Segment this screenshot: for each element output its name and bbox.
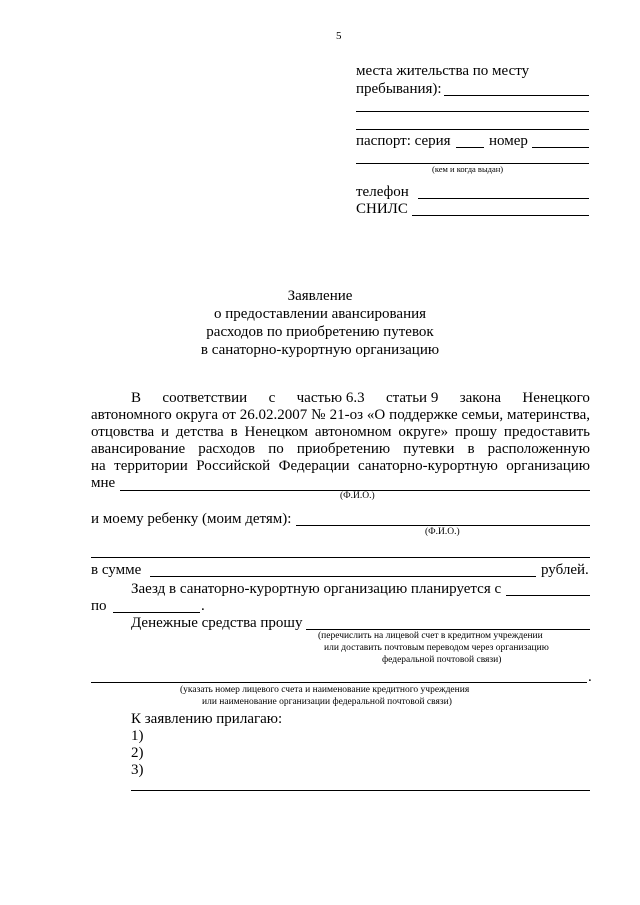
body-word: закона <box>459 390 502 406</box>
doc-title: Заявление <box>287 288 353 304</box>
until-label: по <box>91 598 107 614</box>
residence-label-line1: места жительства по месту <box>356 63 530 79</box>
attachments-label: К заявлению прилагаю: <box>131 711 283 727</box>
body-word: соответствии <box>162 390 248 406</box>
account-period: . <box>588 669 592 685</box>
residence-extra-line-2 <box>356 129 589 130</box>
money-label: Денежные средства прошу <box>131 615 303 631</box>
body-word: В <box>131 390 142 406</box>
passport-number-line <box>532 147 589 148</box>
fio-hint-child: (Ф.И.О.) <box>425 527 460 537</box>
phone-line <box>418 198 589 199</box>
account-hint-line2: или наименование организации федеральной почтовой связи) <box>202 697 452 707</box>
passport-number-label: номер <box>489 133 528 149</box>
body-paragraph-line2: автономного округа от 26.02.2007 № 21-оз «О поддержке семьи, материнства, <box>91 407 590 423</box>
residence-label-line2: пребывания): <box>356 81 442 97</box>
attachments-line <box>131 790 590 791</box>
until-date-line <box>113 612 200 613</box>
child-fio-line <box>296 525 590 526</box>
passport-issued-hint: (кем и когда выдан) <box>432 164 504 174</box>
residence-input-line <box>444 95 589 96</box>
account-line <box>91 682 587 683</box>
body-word: Ненецкого <box>522 390 590 406</box>
body-paragraph-line3: отцовства и детства в Ненецком автономном округе» прошу предоставить <box>91 424 590 440</box>
page-number: 5 <box>336 30 342 42</box>
residence-extra-line <box>356 111 589 112</box>
sum-label: в сумме <box>91 562 142 578</box>
account-hint-line1: (указать номер лицевого счета и наименование кредитного учреждения <box>180 685 470 695</box>
doc-subtitle-2: расходов по приобретению путевок <box>206 324 434 340</box>
to-me-label: мне <box>91 475 116 491</box>
body-word: статьи 9 <box>385 390 439 406</box>
child-label: и моему ребенку (моим детям): <box>91 511 292 527</box>
body-paragraph-line5: на территории Российской Федерации санаторно-курортную организацию <box>91 458 590 474</box>
money-hint-line2: или доставить почтовым переводом через организацию <box>324 643 549 653</box>
doc-subtitle-3: в санаторно-курортную организацию <box>200 342 440 358</box>
attachment-item: 1) <box>131 728 144 744</box>
snils-label: СНИЛС <box>356 201 408 217</box>
phone-label: телефон <box>356 184 409 200</box>
body-paragraph-line1 <box>131 389 590 407</box>
rubles-label: рублей. <box>541 562 589 578</box>
money-method-line <box>306 629 590 630</box>
sum-line <box>150 576 536 577</box>
money-hint-line1: (перечислить на лицевой счет в кредитном учреждении <box>318 631 543 641</box>
passport-series-line <box>456 147 484 148</box>
money-hint-line3: федеральной почтовой связи) <box>382 655 502 665</box>
body-paragraph-line4: авансирование расходов по приобретению путевки в расположенную <box>91 441 590 457</box>
fio-hint: (Ф.И.О.) <box>340 491 375 501</box>
passport-series-label: паспорт: серия <box>356 133 451 149</box>
doc-subtitle-1: о предоставлении авансирования <box>213 306 427 322</box>
attachment-item: 2) <box>131 745 144 761</box>
body-word: с <box>268 390 276 406</box>
arrival-label: Заезд в санаторно-курортную организацию планируется с <box>131 581 502 597</box>
arrival-from-line <box>506 595 590 596</box>
child-fio-line-2 <box>91 557 590 558</box>
until-period: . <box>201 598 205 614</box>
body-word: частью 6.3 <box>296 390 365 406</box>
attachment-item: 3) <box>131 762 144 778</box>
snils-line <box>412 215 589 216</box>
